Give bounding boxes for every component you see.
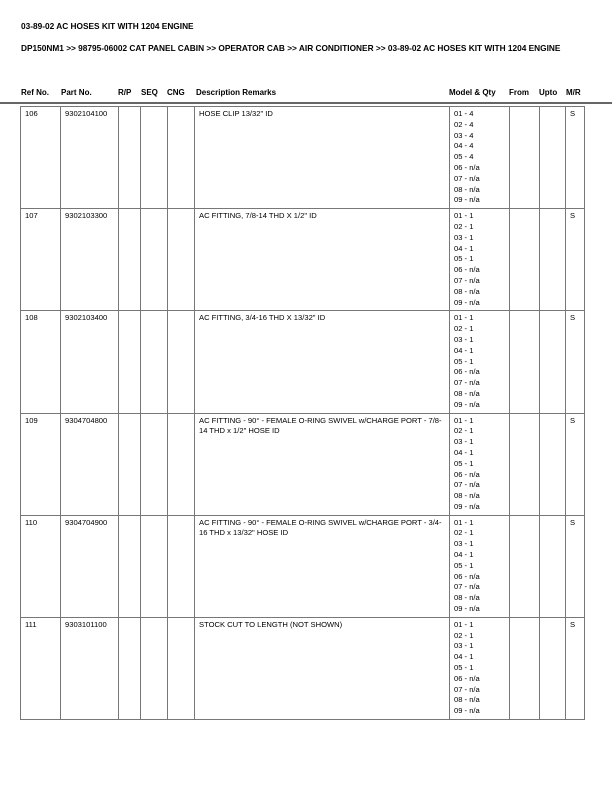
rp-cell [119,413,141,515]
ref-cell: 111 [21,617,61,719]
model-qty: 04 - 1 [454,345,474,355]
mr-cell: S [566,515,585,617]
model-qty: 01 - 1 [454,211,474,221]
model-qty: 05 - 1 [454,663,474,673]
model-qty: 08 - n/a [454,593,480,603]
model-qty: 09 - n/a [454,399,480,409]
upto-cell [540,617,566,719]
model-qty: 01 - 1 [454,517,474,527]
qty-cell [450,209,510,311]
cng-cell [168,107,195,209]
mr-cell: S [566,413,585,515]
cng-cell [168,617,195,719]
rp-cell [119,311,141,413]
description-cell: HOSE CLIP 13/32" ID [195,107,450,209]
model-qty: 04 - 1 [454,243,474,253]
from-cell [510,209,540,311]
model-qty: 06 - n/a [454,367,480,377]
part-no-cell: 9302104100 [61,107,119,209]
table-row [21,413,585,515]
ref-cell: 109 [21,413,61,515]
rp-cell [119,515,141,617]
description-cell: AC FITTING - 90° - FEMALE O-RING SWIVEL w/CHARGE PORT - 7/8-14 THD x 1/2" HOSE ID [195,413,450,515]
model-qty: 06 - n/a [454,162,480,172]
seq-cell [141,311,168,413]
qty-cell [450,107,510,209]
model-qty: 04 - 1 [454,652,474,662]
seq-cell [141,515,168,617]
seq-cell [141,617,168,719]
model-qty: 07 - n/a [454,480,480,490]
breadcrumb: DP150NM1 >> 98795-06002 CAT PANEL CABIN >> OPERATOR CAB >> AIR CONDITIONER >> 03-89-02 AC HOSES KIT WITH 1204 ENGINE [21,43,561,53]
model-qty: 07 - n/a [454,582,480,592]
model-qty: 09 - n/a [454,706,480,716]
qty-cell [450,413,510,515]
mr-cell: S [566,209,585,311]
model-qty: 02 - 4 [454,119,474,129]
model-qty: 03 - 1 [454,539,474,549]
from-cell [510,617,540,719]
description-cell: STOCK CUT TO LENGTH (NOT SHOWN) [195,617,450,719]
description-cell: AC FITTING - 90° - FEMALE O-RING SWIVEL w/CHARGE PORT - 3/4-16 THD x 13/32" HOSE ID [195,515,450,617]
parts-table [20,106,585,720]
header-seq: SEQ [141,88,158,97]
table-row [21,311,585,413]
model-qty: 02 - 1 [454,324,474,334]
header-desc: Description Remarks [196,88,277,97]
ref-cell: 106 [21,107,61,209]
header-mr: M/R [566,88,581,97]
mr-cell: S [566,107,585,209]
model-qty: 06 - n/a [454,265,480,275]
model-qty: 04 - 1 [454,550,474,560]
model-qty: 02 - 1 [454,630,474,640]
rp-cell [119,107,141,209]
ref-cell: 107 [21,209,61,311]
model-qty: 06 - n/a [454,469,480,479]
header-rp: R/P [118,88,132,97]
ref-cell: 110 [21,515,61,617]
part-no-cell: 9302103400 [61,311,119,413]
upto-cell [540,107,566,209]
model-qty: 05 - 1 [454,560,474,570]
model-qty: 07 - n/a [454,684,480,694]
part-no-cell: 9302103300 [61,209,119,311]
table-row [21,515,585,617]
part-no-cell: 9303101100 [61,617,119,719]
model-qty: 01 - 1 [454,415,474,425]
from-cell [510,311,540,413]
model-qty: 05 - 1 [454,356,474,366]
header-ref: Ref No. [21,88,49,97]
part-no-cell: 9304704800 [61,413,119,515]
model-qty: 08 - n/a [454,286,480,296]
header-upto: Upto [539,88,558,97]
mr-cell: S [566,311,585,413]
upto-cell [540,413,566,515]
model-qty: 02 - 1 [454,528,474,538]
model-qty: 08 - n/a [454,491,480,501]
model-qty: 05 - 1 [454,254,474,264]
table-row [21,209,585,311]
model-qty: 01 - 1 [454,313,474,323]
model-qty: 07 - n/a [454,378,480,388]
rp-cell [119,617,141,719]
header-cng: CNG [167,88,185,97]
model-qty: 03 - 1 [454,334,474,344]
seq-cell [141,209,168,311]
qty-cell [450,515,510,617]
model-qty: 06 - n/a [454,673,480,683]
from-cell [510,413,540,515]
seq-cell [141,107,168,209]
rp-cell [119,209,141,311]
qty-cell [450,311,510,413]
model-qty: 04 - 4 [454,141,474,151]
upto-cell [540,515,566,617]
cng-cell [168,311,195,413]
model-qty: 02 - 1 [454,426,474,436]
upto-cell [540,209,566,311]
mr-cell: S [566,617,585,719]
model-qty: 05 - 4 [454,152,474,162]
model-qty: 01 - 1 [454,619,474,629]
cng-cell [168,209,195,311]
model-qty: 09 - n/a [454,604,480,614]
table-row [21,617,585,719]
header-divider [0,102,612,104]
description-cell: AC FITTING, 3/4-16 THD X 13/32" ID [195,311,450,413]
header-from: From [509,88,529,97]
page-title: 03-89-02 AC HOSES KIT WITH 1204 ENGINE [21,21,194,31]
seq-cell [141,413,168,515]
model-qty: 09 - n/a [454,297,480,307]
from-cell [510,515,540,617]
qty-cell [450,617,510,719]
model-qty: 05 - 1 [454,458,474,468]
model-qty: 07 - n/a [454,275,480,285]
model-qty: 06 - n/a [454,571,480,581]
model-qty: 01 - 4 [454,109,474,118]
upto-cell [540,311,566,413]
model-qty: 08 - n/a [454,184,480,194]
header-part: Part No. [61,88,92,97]
cng-cell [168,413,195,515]
model-qty: 02 - 1 [454,221,474,231]
model-qty: 09 - n/a [454,195,480,205]
cng-cell [168,515,195,617]
from-cell [510,107,540,209]
model-qty: 03 - 1 [454,437,474,447]
part-no-cell: 9304704900 [61,515,119,617]
model-qty: 08 - n/a [454,695,480,705]
model-qty: 09 - n/a [454,501,480,511]
table-header [0,88,612,100]
model-qty: 03 - 1 [454,232,474,242]
model-qty: 08 - n/a [454,388,480,398]
table-row [21,107,585,209]
ref-cell: 108 [21,311,61,413]
model-qty: 07 - n/a [454,173,480,183]
model-qty: 04 - 1 [454,447,474,457]
model-qty: 03 - 1 [454,641,474,651]
model-qty: 03 - 4 [454,130,474,140]
description-cell: AC FITTING, 7/8-14 THD X 1/2" ID [195,209,450,311]
header-qty: Model & Qty [449,88,496,97]
